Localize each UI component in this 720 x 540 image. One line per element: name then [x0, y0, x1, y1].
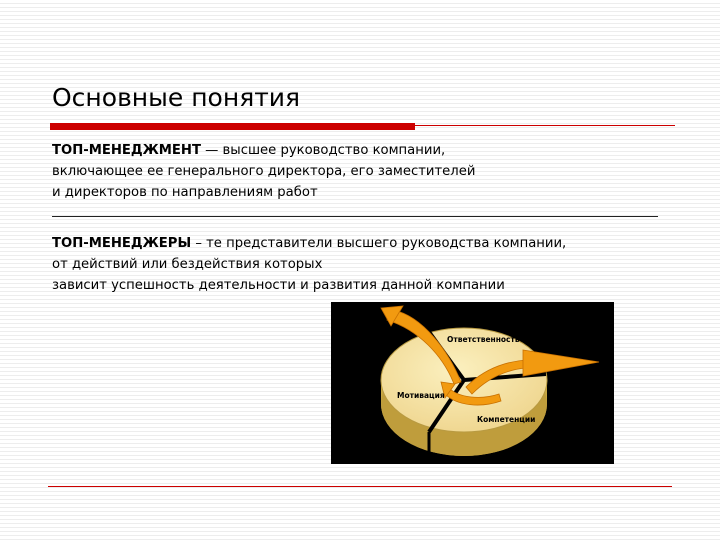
pie-diagram-graphic: [331, 302, 614, 464]
arrow-right-head: [523, 350, 599, 376]
pie-diagram: [331, 302, 614, 464]
separator-line: [52, 216, 658, 217]
label-competencies: Компетенции: [477, 415, 536, 424]
title-accent-bar: [50, 123, 415, 130]
page-title: Основные понятия: [52, 83, 301, 112]
definition-term: ТОП-МЕНЕДЖМЕНТ: [52, 143, 201, 158]
definition-line: и директоров по направлениям работ: [52, 185, 318, 200]
definition-line: включающее ее генерального директора, его заместителей: [52, 164, 476, 179]
definition-term: ТОП-МЕНЕДЖЕРЫ: [52, 236, 192, 251]
title-accent-line: [415, 125, 675, 126]
definition-line: от действий или бездействия которых: [52, 257, 323, 272]
definition-line: зависит успешность деятельности и развития данной компании: [52, 278, 505, 293]
definition-text: – те представители высшего руководства компании,: [191, 236, 567, 251]
footer-accent-line: [48, 486, 672, 487]
label-responsibility: Ответственность: [447, 335, 520, 344]
definition-text: — высшее руководство компании,: [200, 143, 446, 158]
label-motivation: Мотивация: [397, 391, 445, 400]
definition-line: [52, 140, 475, 161]
definition-top-management: [52, 140, 475, 203]
definition-line: [52, 233, 566, 254]
definition-top-managers: [52, 233, 566, 296]
